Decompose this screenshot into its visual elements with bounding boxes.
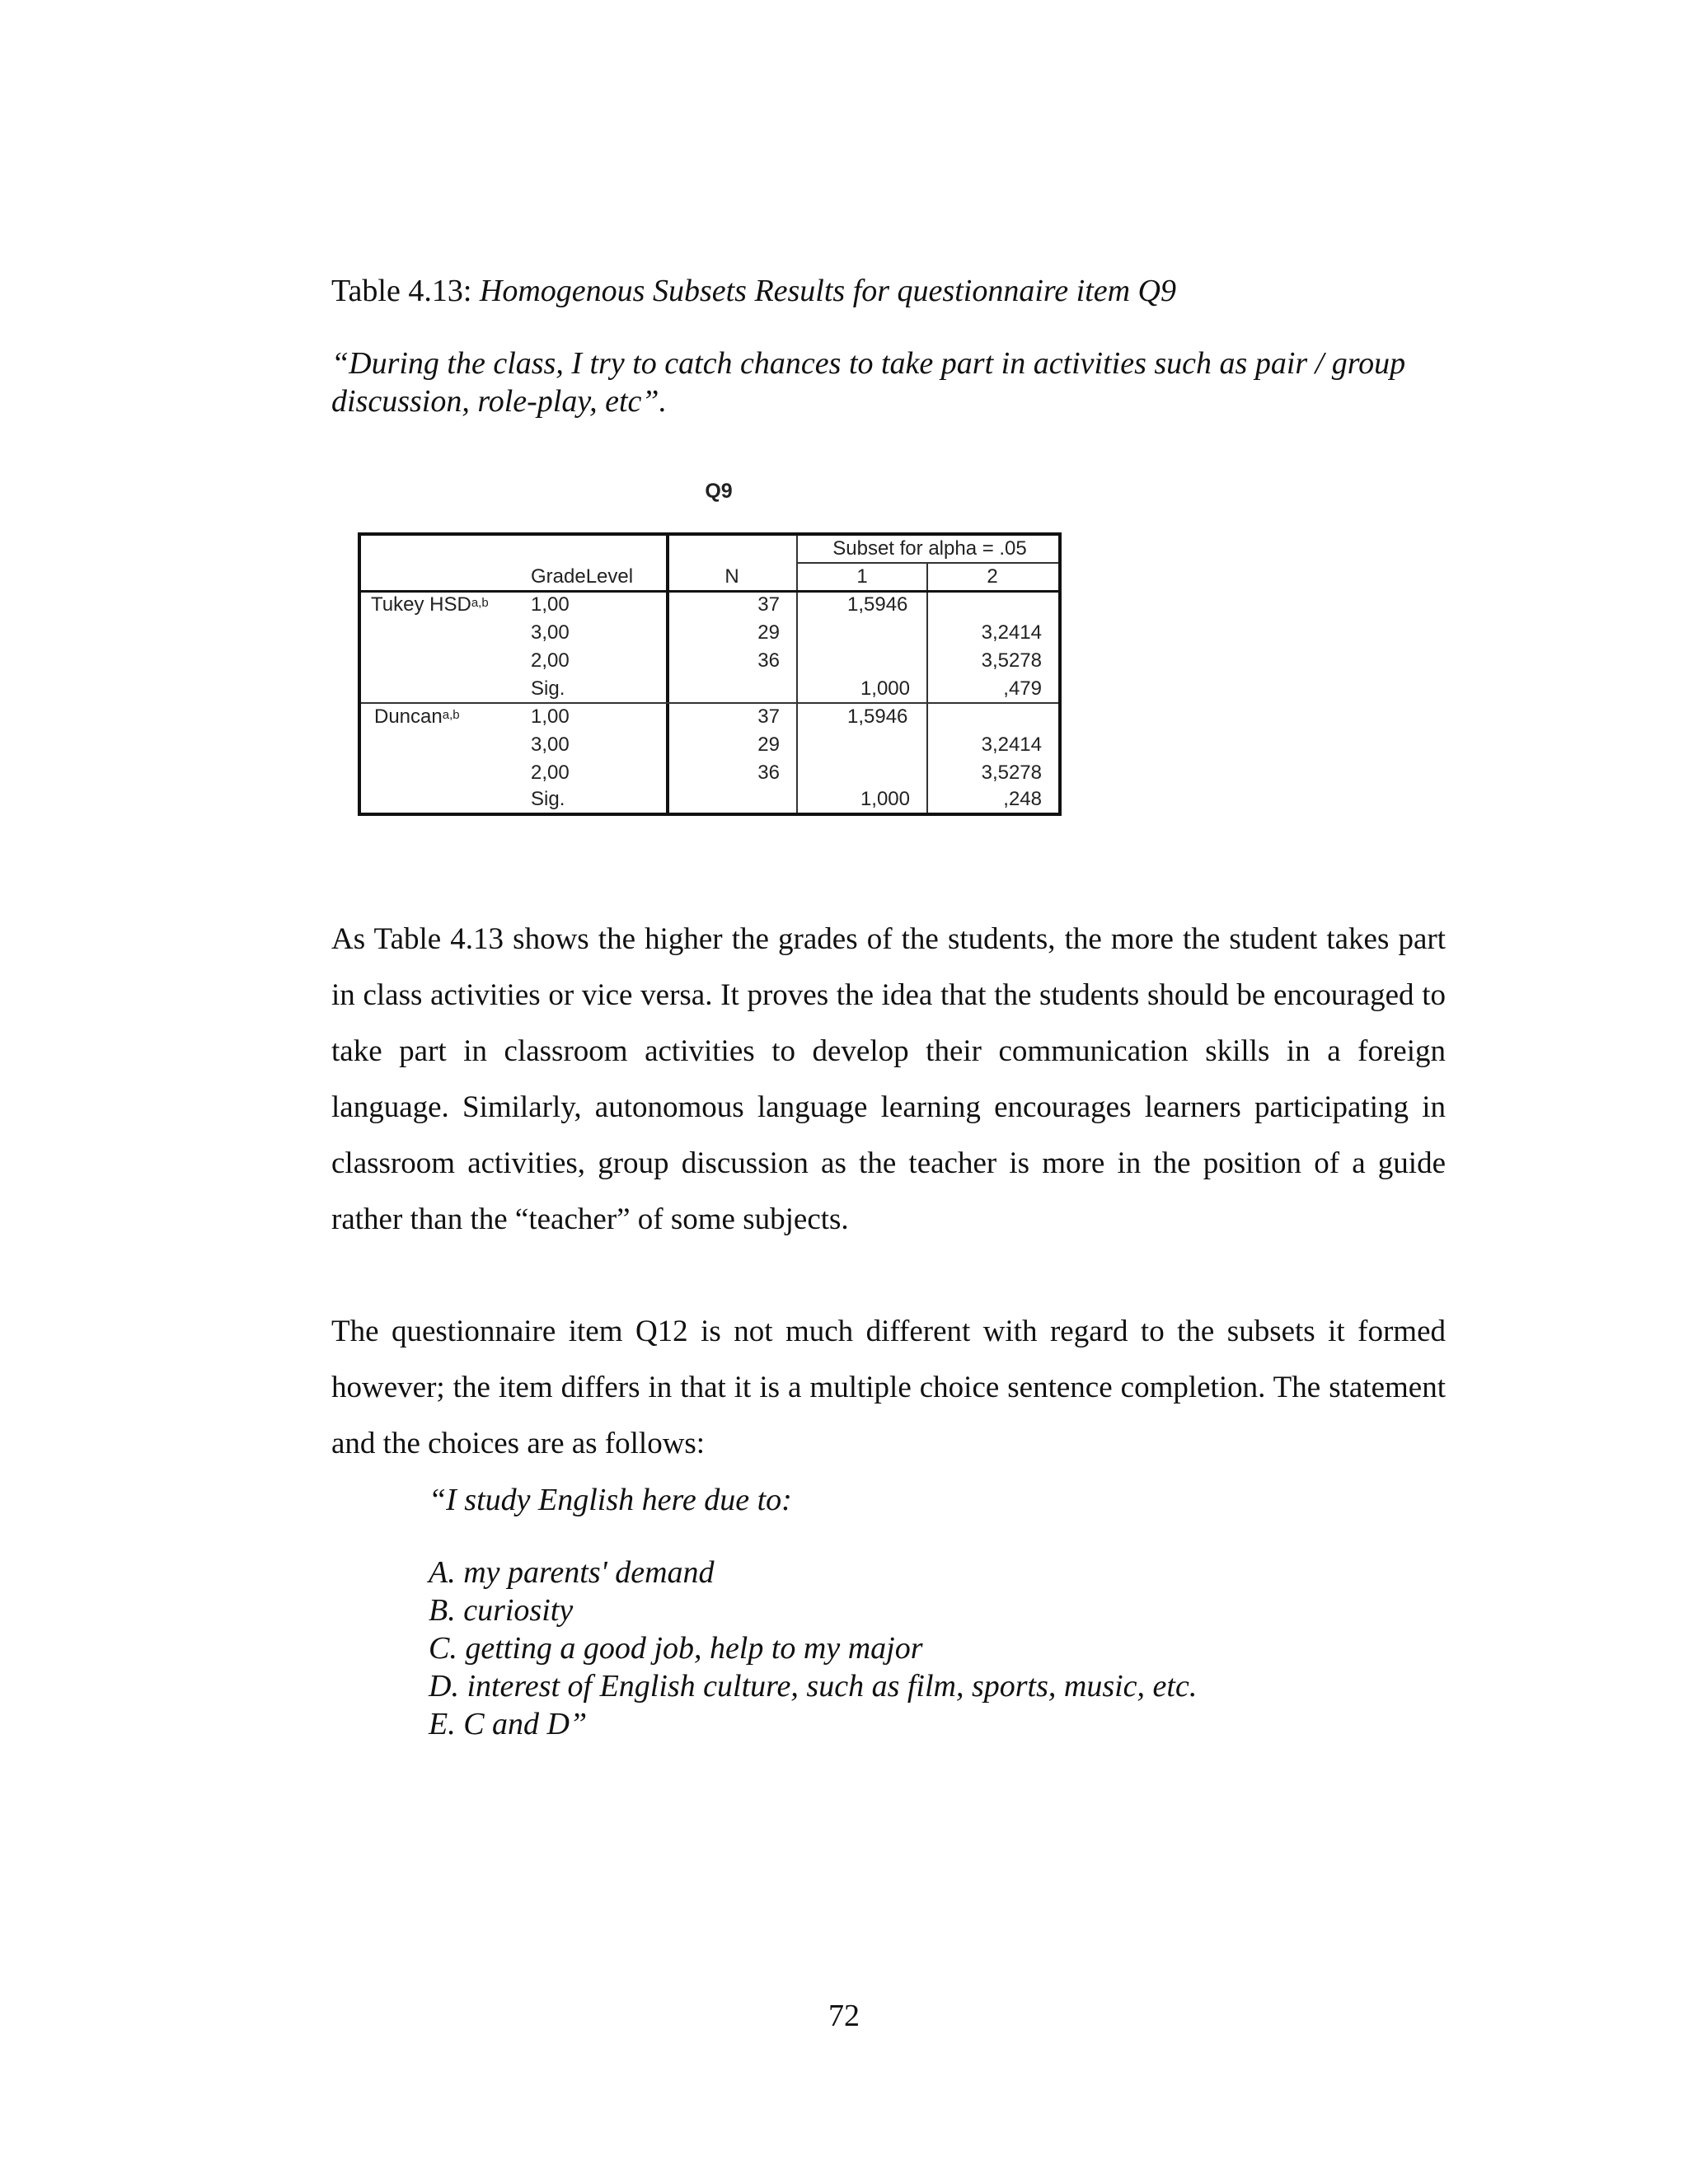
- gradelevel-header: GradeLevel: [531, 565, 634, 588]
- body-paragraph-2: The questionnaire item Q12 is not much different with regard to the subsets it formed however; the item differs in that it is a multiple choice sentence completion. The statement and the choices are as follows:: [331, 1315, 1446, 1460]
- table-cell: 1,00: [531, 593, 570, 616]
- questionnaire-quote: “During the class, I try to catch chances to take part in activities such as pair / group discussion, role-play, etc”.: [331, 346, 1406, 419]
- table-cell: 3,2414: [981, 621, 1042, 644]
- table-caption: [331, 272, 1176, 310]
- table-cell: 1,5946: [847, 593, 908, 616]
- subset-2-header: 2: [987, 565, 998, 588]
- list-item: A. my parents' demand: [429, 1555, 715, 1590]
- body-paragraph-1: As Table 4.13 shows the higher the grades of the students, the more the student takes part in class activities or vice versa. It proves the idea that the students should be encouraged to take part in classroom activities to develop their communication skills in a foreign language. Similarly, autonomous language learning encourages learners participating in classroom activities, group discussion as the teacher is more in the position of a guide rather than the “teacher” of some subjects.: [331, 922, 1446, 1236]
- table-cell: 3,5278: [981, 649, 1042, 672]
- table-cell: 36: [757, 762, 780, 784]
- table-cell: 3,5278: [981, 762, 1042, 784]
- table-cell: 3,00: [531, 621, 570, 644]
- list-item: B. curiosity: [429, 1593, 574, 1628]
- table-cell: 3,2414: [981, 733, 1042, 756]
- spss-title: Q9: [705, 480, 733, 503]
- table-cell: Sig.: [531, 788, 565, 810]
- table-cell: 2,00: [531, 762, 570, 784]
- page-number: 72: [828, 1999, 860, 2033]
- table-cell: 3,00: [531, 733, 570, 756]
- group-label-duncan: Duncan$^{a,b}$: [374, 705, 460, 728]
- list-item: C. getting a good job, help to my major: [429, 1631, 923, 1666]
- caption-title: Homogenous Subsets Results for questionnaire item Q9: [479, 274, 1176, 308]
- table-cell: 1,00: [531, 705, 570, 728]
- list-item: E. C and D”: [429, 1707, 588, 1741]
- table-cell: ,479: [1003, 677, 1042, 700]
- table-cell: 37: [757, 593, 780, 616]
- subset-1-header: 1: [856, 565, 868, 588]
- table-cell: 1,5946: [847, 705, 908, 728]
- group-label-tukey: Tukey HSD$^{a,b}$: [371, 593, 489, 616]
- homogeneous-subsets-table: [358, 532, 1062, 816]
- list-item: D. interest of English culture, such as film, sports, music, etc.: [429, 1669, 1198, 1704]
- table-cell: Sig.: [531, 677, 565, 700]
- table-cell: 29: [757, 621, 780, 644]
- table-cell: 29: [757, 733, 780, 756]
- table-cell: 36: [757, 649, 780, 672]
- caption-label: Table 4.13:: [331, 274, 480, 308]
- table-cell: 1,000: [860, 677, 910, 700]
- table-cell: 1,000: [860, 788, 910, 810]
- statement-text: “I study English here due to:: [429, 1483, 792, 1517]
- table-cell: 37: [757, 705, 780, 728]
- n-header: N: [724, 565, 739, 588]
- subset-header: Subset for alpha = .05: [832, 537, 1027, 560]
- table-cell: ,248: [1003, 788, 1042, 810]
- choice-list: [429, 1554, 1197, 1743]
- table-cell: 2,00: [531, 649, 570, 672]
